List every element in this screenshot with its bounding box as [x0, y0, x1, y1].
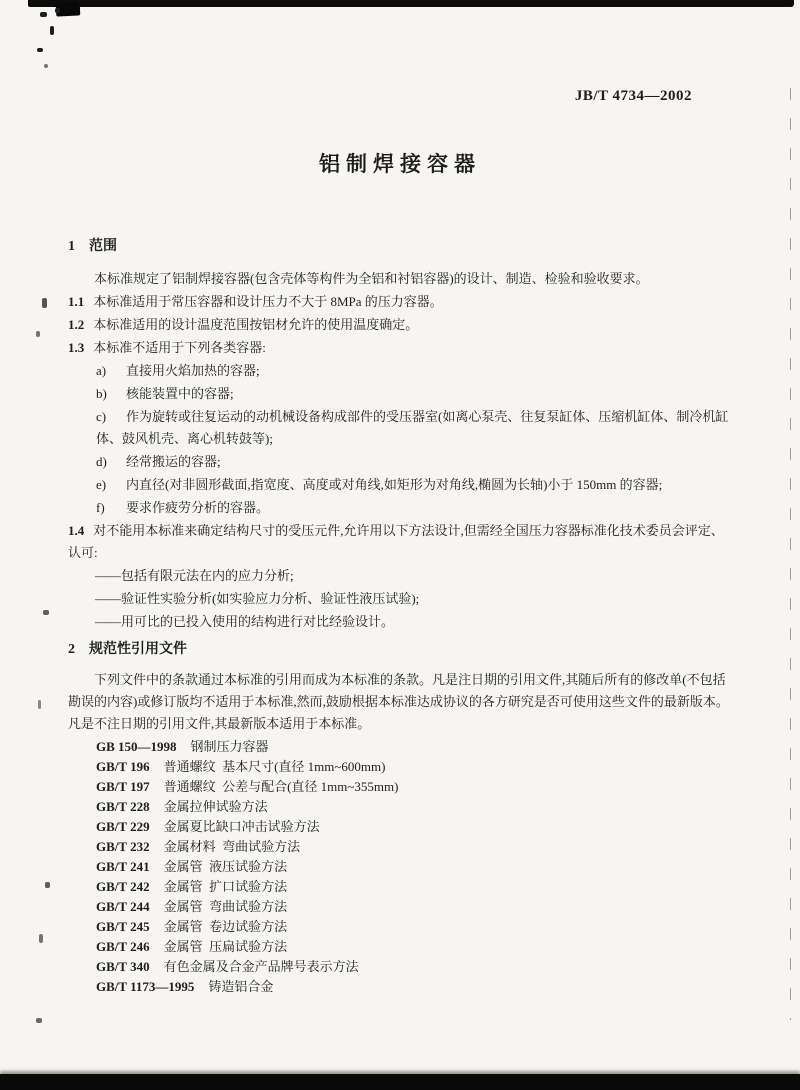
list-text: 内直径(对非圆形截面,指宽度、高度或对角线,如矩形为对角线,椭圆为长轴)小于 150mm 的容器;	[126, 477, 663, 492]
reference-code: GB/T 228	[96, 799, 150, 814]
clause-number: 1.2	[68, 317, 85, 332]
reference-item	[96, 797, 732, 817]
clause-text: 本标准不适用于下列各类容器:	[93, 340, 266, 355]
reference-title: 金属夏比缺口冲击试验方法	[163, 819, 320, 834]
reference-title: 金属材料 弯曲试验方法	[163, 839, 301, 854]
list-label: a)	[96, 363, 107, 378]
clause-text: 本标准适用于常压容器和设计压力不大于 8MPa 的压力容器。	[93, 294, 443, 309]
clause-number: 1.3	[68, 340, 85, 355]
reference-code: GB/T 242	[96, 879, 150, 894]
list-label: c)	[96, 409, 107, 424]
page-title: 铝制焊接容器	[319, 152, 481, 176]
method-line: ——包括有限元法在内的应力分析;	[95, 568, 294, 583]
reference-code: GB/T 246	[96, 939, 150, 954]
clause-1-2	[68, 314, 732, 336]
reference-list	[96, 737, 732, 997]
reference-item	[96, 817, 732, 837]
reference-item	[96, 737, 732, 757]
clause-1-4	[68, 520, 732, 564]
section-1-intro: 本标准规定了铝制焊接容器(包含壳体等构件为全铝和衬铝容器)的设计、制造、检验和验收要求。	[94, 271, 649, 286]
section-2-heading	[68, 639, 732, 661]
reference-code: GB/T 340	[96, 959, 150, 974]
reference-code: GB/T 197	[96, 779, 150, 794]
reference-item	[96, 957, 732, 977]
list-text: 经常搬运的容器;	[126, 454, 221, 469]
scan-artifact-top	[28, 0, 794, 7]
list-item-e	[96, 474, 732, 496]
reference-title: 金属管 弯曲试验方法	[163, 899, 288, 914]
clause-number: 1.4	[68, 523, 85, 538]
list-label: d)	[96, 454, 107, 469]
reference-title: 金属管 扩口试验方法	[163, 879, 288, 894]
reference-code: GB/T 232	[96, 839, 150, 854]
clause-1-1	[68, 291, 732, 313]
reference-code: GB/T 1173—1995	[96, 979, 195, 994]
reference-code: GB/T 245	[96, 919, 150, 934]
method-line: ——用可比的已投入使用的结构进行对比经验设计。	[95, 614, 395, 629]
reference-item	[96, 857, 732, 877]
reference-title: 铸造铝合金	[208, 979, 274, 994]
reference-code: GB 150—1998	[96, 739, 177, 754]
reference-title: 普通螺纹 公差与配合(直径 1mm~355mm)	[163, 779, 399, 794]
reference-title: 钢制压力容器	[190, 739, 269, 754]
list-label: f)	[96, 500, 105, 515]
list-text: 直接用火焰加热的容器;	[126, 363, 260, 378]
list-item-d	[96, 451, 732, 473]
list-item-a	[96, 360, 732, 382]
reference-item	[96, 897, 732, 917]
list-item-c	[96, 406, 732, 450]
reference-item	[96, 837, 732, 857]
reference-item	[96, 777, 732, 797]
list-label: e)	[96, 477, 107, 492]
list-text: 要求作疲劳分析的容器。	[126, 500, 270, 515]
clause-number: 1.1	[68, 294, 85, 309]
reference-item	[96, 757, 732, 777]
section-number: 1	[68, 239, 75, 254]
method-line: ——验证性实验分析(如实验应力分析、验证性液压试验);	[95, 591, 420, 606]
reference-title: 金属管 液压试验方法	[163, 859, 288, 874]
reference-title: 金属拉伸试验方法	[163, 799, 268, 814]
scan-artifact-bottom	[0, 1074, 800, 1090]
reference-title: 金属管 卷边试验方法	[163, 919, 288, 934]
section-1-heading	[68, 236, 732, 258]
reference-title: 金属管 压扁试验方法	[163, 939, 288, 954]
reference-code: GB/T 241	[96, 859, 150, 874]
clause-1-3	[68, 337, 732, 359]
section-2-intro: 下列文件中的条款通过本标准的引用而成为本标准的条款。凡是注日期的引用文件,其随后所有的修改单(不包括勘误的内容)或修订版均不适用于本标准,然而,鼓励根据本标准达成协议的各方研究是否可使用这些文件的最新版本。凡是不注日期的引用文件,其最新版本适用于本标准。	[68, 672, 729, 731]
clause-text: 对不能用本标准来确定结构尺寸的受压元件,允许用以下方法设计,但需经全国压力容器标准化技术委员会评定、认可:	[68, 523, 724, 560]
list-item-f	[96, 497, 732, 519]
list-text: 核能装置中的容器;	[126, 386, 234, 401]
list-text: 作为旋转或往复运动的动机械设备构成部件的受压器室(如离心泵壳、往复泵缸体、压缩机缸体、制冷机缸体、鼓风机壳、离心机转鼓等);	[96, 409, 729, 446]
reference-title: 普通螺纹 基本尺寸(直径 1mm~600mm)	[163, 759, 386, 774]
clause-text: 本标准适用的设计温度范围按铝材允许的使用温度确定。	[93, 317, 419, 332]
reference-item	[96, 917, 732, 937]
doc-number: JB/T 4734—2002	[574, 88, 692, 104]
section-title: 范围	[89, 239, 117, 254]
page-edge-line	[790, 88, 791, 1020]
list-item-b	[96, 383, 732, 405]
reference-item	[96, 977, 732, 997]
list-label: b)	[96, 386, 107, 401]
reference-item	[96, 877, 732, 897]
reference-title: 有色金属及合金产品牌号表示方法	[163, 959, 359, 974]
reference-code: GB/T 229	[96, 819, 150, 834]
section-number: 2	[68, 642, 75, 657]
exclusion-list	[96, 360, 732, 519]
section-title: 规范性引用文件	[89, 642, 187, 657]
document-body	[68, 236, 732, 997]
reference-item	[96, 937, 732, 957]
reference-code: GB/T 244	[96, 899, 150, 914]
reference-code: GB/T 196	[96, 759, 150, 774]
